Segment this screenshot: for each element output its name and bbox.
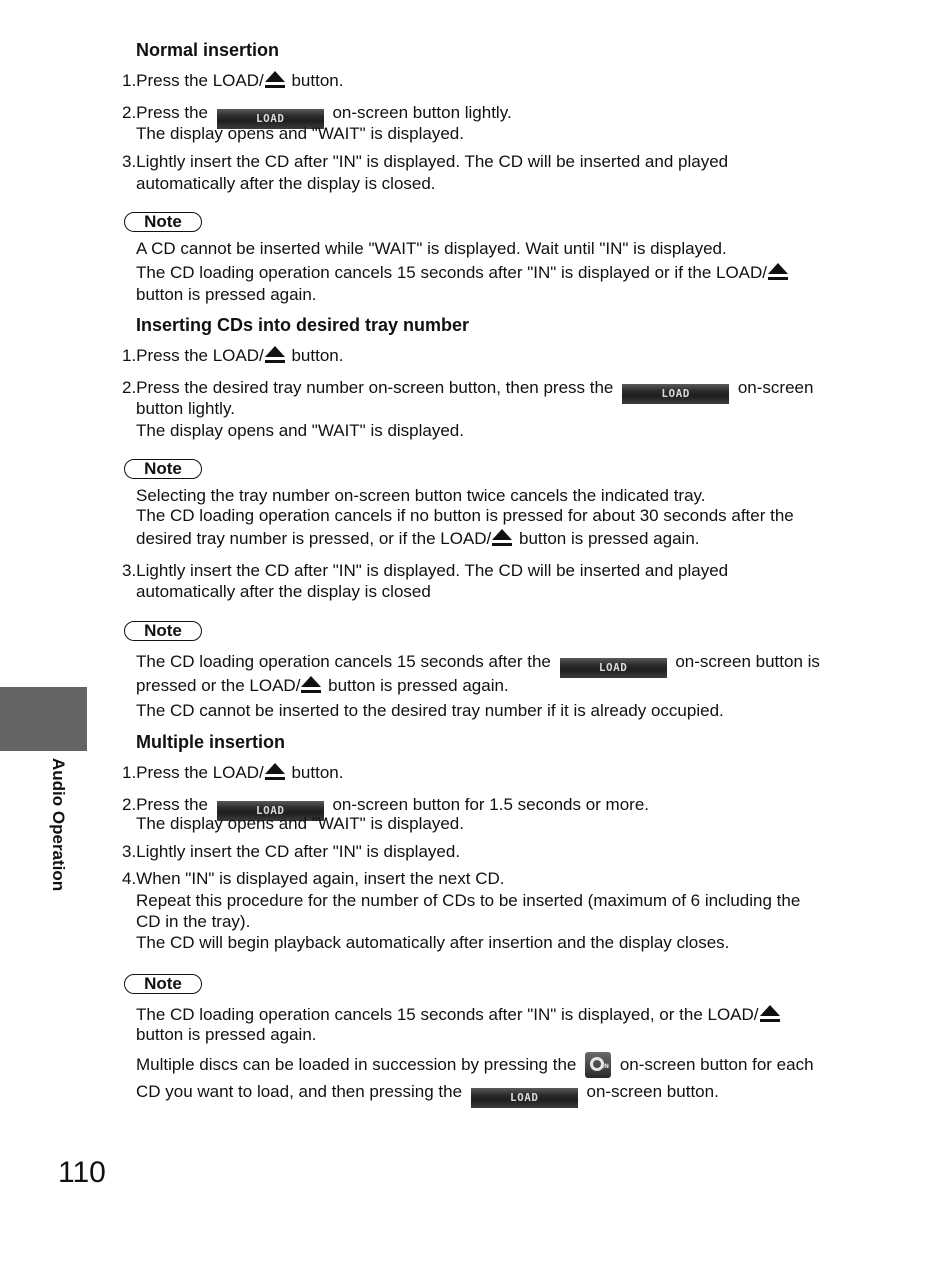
note-text: Multiple discs can be loaded in succession by pressing the — [136, 1055, 582, 1074]
eject-icon — [265, 346, 285, 363]
step-multi-1 — [122, 763, 343, 783]
step-normal-1 — [122, 71, 343, 91]
note-normal-2-cont: button is pressed again. — [136, 285, 317, 304]
note-multi-2a — [136, 1052, 814, 1078]
step-text: 2.Press the — [122, 795, 213, 814]
note-text: The CD loading operation cancels 15 seconds after "IN" is displayed or if the LOAD/ — [136, 263, 768, 282]
eject-icon — [301, 676, 321, 693]
eject-icon — [492, 529, 512, 546]
step-text: 1.Press the LOAD/ — [122, 71, 264, 90]
note-text: button is pressed again. — [323, 676, 509, 695]
step-text: on-screen button lightly. — [327, 103, 512, 122]
step-multi-3: 3.Lightly insert the CD after "IN" is displayed. — [122, 842, 461, 861]
eject-icon — [768, 263, 788, 280]
note-text: The CD loading operation cancels 15 seconds after the — [136, 652, 556, 671]
section-tab-marker — [0, 687, 87, 751]
step-tray-1 — [122, 346, 343, 366]
note-multi-1b: button is pressed again. — [136, 1025, 317, 1044]
step-multi-2-detail: The display opens and "WAIT" is displayed. — [136, 814, 464, 833]
step-multi-4d: The CD will begin playback automatically after insertion and the display closes. — [136, 933, 730, 952]
step-tray-2-detail: The display opens and "WAIT" is displayed. — [136, 421, 464, 440]
heading-normal-insertion: Normal insertion — [136, 40, 280, 60]
note-badge: Note — [124, 212, 202, 232]
note-badge: Note — [124, 459, 202, 479]
load-button-icon: LOAD — [217, 801, 324, 821]
load-button-icon: LOAD — [622, 384, 729, 404]
step-text: button. — [286, 763, 344, 782]
step-text: 2.Press the — [122, 103, 213, 122]
step-text: on-screen button for 1.5 seconds or more. — [327, 795, 650, 814]
note-text: on-screen button. — [581, 1082, 719, 1101]
step-text: 2.Press the desired tray number on-screen button, then press the — [122, 378, 619, 397]
note-text: The CD loading operation cancels 15 seconds after "IN" is displayed, or the LOAD/ — [136, 1005, 759, 1024]
note-normal-2 — [136, 263, 790, 283]
eject-icon — [265, 71, 285, 88]
step-multi-4b: Repeat this procedure for the number of CDs to be inserted (maximum of 6 including the — [136, 891, 801, 910]
disc-in-icon — [585, 1052, 611, 1078]
step-text: button. — [286, 71, 344, 90]
step-multi-4c: CD in the tray). — [136, 912, 251, 931]
page-number: 110 — [58, 1156, 106, 1189]
step-normal-3-cont: automatically after the display is closed. — [136, 174, 436, 193]
step-multi-4: 4.When "IN" is displayed again, insert the next CD. — [122, 869, 505, 888]
note-tray-2c — [136, 676, 509, 696]
load-button-icon: LOAD — [471, 1088, 578, 1108]
step-text: on-screen — [733, 378, 814, 397]
note-normal-1: A CD cannot be inserted while "WAIT" is displayed. Wait until "IN" is displayed. — [136, 239, 727, 258]
load-button-icon: LOAD — [560, 658, 667, 678]
note-tray-2e: The CD cannot be inserted to the desired tray number if it is already occupied. — [136, 701, 724, 720]
step-normal-3: 3.Lightly insert the CD after "IN" is displayed. The CD will be inserted and played — [122, 152, 729, 171]
note-text: desired tray number is pressed, or if the LOAD/ — [136, 529, 492, 548]
note-tray-1c — [136, 529, 700, 549]
note-text: CD you want to load, and then pressing the — [136, 1082, 467, 1101]
note-text: on-screen button for each — [615, 1055, 814, 1074]
note-text: pressed or the LOAD/ — [136, 676, 301, 695]
note-tray-1a: Selecting the tray number on-screen button twice cancels the indicated tray. — [136, 486, 706, 505]
step-text: 1.Press the LOAD/ — [122, 763, 264, 782]
step-text: button. — [286, 346, 344, 365]
heading-tray-insertion: Inserting CDs into desired tray number — [136, 315, 470, 335]
load-button-icon: LOAD — [217, 109, 324, 129]
step-text: 1.Press the LOAD/ — [122, 346, 264, 365]
eject-icon — [760, 1005, 780, 1022]
note-multi-1a — [136, 1005, 782, 1025]
note-multi-2c — [136, 1082, 719, 1108]
eject-icon — [265, 763, 285, 780]
note-text: button is pressed again. — [514, 529, 700, 548]
step-normal-2-detail: The display opens and "WAIT" is displayed. — [136, 124, 464, 143]
disc-in-label: IN — [601, 1063, 610, 1070]
note-badge: Note — [124, 974, 202, 994]
step-tray-3-cont: automatically after the display is closed — [136, 582, 431, 601]
heading-multiple-insertion: Multiple insertion — [136, 732, 286, 752]
note-tray-1b: The CD loading operation cancels if no button is pressed for about 30 seconds after the — [136, 506, 794, 525]
section-tab-label: Audio Operation — [49, 758, 68, 892]
step-tray-3: 3.Lightly insert the CD after "IN" is displayed. The CD will be inserted and played — [122, 561, 729, 580]
note-text: on-screen button is — [670, 652, 820, 671]
note-badge: Note — [124, 621, 202, 641]
step-tray-2-cont: button lightly. — [136, 399, 235, 418]
note-tray-2a — [136, 652, 820, 678]
